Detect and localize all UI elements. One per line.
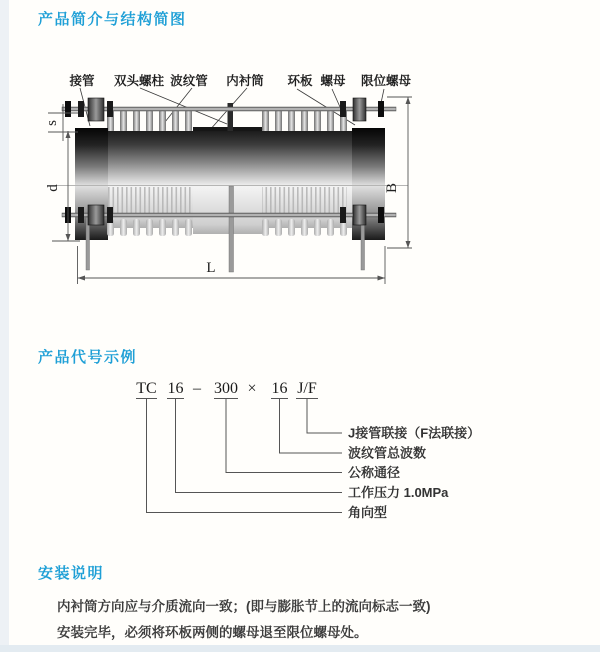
- code-part-tc: TC: [136, 380, 157, 397]
- part-labels: [68, 73, 411, 88]
- code-connectors: [147, 404, 343, 513]
- callout-working-pressure: 工作压力 1.0MPa: [348, 485, 449, 500]
- dim-s: s: [44, 120, 60, 126]
- section-heading-install: 安装说明: [38, 565, 105, 582]
- install-line-1: 内衬筒方向应与介质流向一致；(即与膨胀节上的流向标志一致): [57, 599, 431, 614]
- page-bottom-edge: [0, 645, 600, 652]
- code-part-16a: 16: [167, 380, 184, 397]
- pipe-end-right: [352, 128, 385, 185]
- code-parts: [136, 380, 317, 397]
- label-stud: 双头螺柱: [113, 74, 165, 88]
- structure-diagram: [0, 58, 460, 304]
- nut-left: [78, 101, 84, 117]
- section-heading-code: 产品代号示例: [38, 349, 138, 366]
- code-underline-ticks: [136, 399, 318, 405]
- code-part-300: 300: [214, 380, 238, 397]
- limit-nut-left: [65, 101, 71, 117]
- dim-l: L: [206, 260, 216, 276]
- callout-nominal-diameter: 公称通径: [348, 465, 401, 480]
- dim-b: B: [384, 182, 400, 194]
- label-ring-plate: 环板: [287, 74, 313, 88]
- callout-type: 角向型: [348, 505, 388, 520]
- center-stud-bottom: [229, 186, 234, 272]
- label-bellows: 波纹管: [170, 74, 208, 88]
- label-inner-sleeve: 内衬筒: [226, 74, 264, 88]
- pipe-end-left: [75, 128, 108, 185]
- label-pipe-end: 接管: [69, 74, 95, 88]
- ring-plate-left: [88, 98, 104, 121]
- install-line-2: 安装完毕，必须将环板两侧的螺母退至限位螺母处。: [57, 625, 368, 640]
- code-part-dash: –: [193, 380, 201, 397]
- callout-wave-count: 波纹管总波数: [348, 445, 427, 461]
- code-part-16b: 16: [271, 380, 288, 397]
- install-instructions: [57, 594, 497, 646]
- ring-plate-right: [353, 98, 366, 121]
- code-example-diagram: [0, 370, 510, 525]
- dim-d: d: [45, 184, 61, 192]
- section-heading-intro: 产品简介与结构简图: [38, 11, 187, 28]
- limit-nut-right: [378, 101, 384, 117]
- nut-right: [340, 101, 346, 117]
- label-limit-nut: 限位螺母: [360, 74, 412, 88]
- code-part-times: ×: [247, 380, 257, 397]
- label-nut: 螺母: [320, 74, 346, 88]
- code-callout-labels: [348, 426, 480, 521]
- callout-connection: J接管联接（F法联接）: [348, 425, 481, 441]
- code-part-jf: J/F: [297, 380, 317, 397]
